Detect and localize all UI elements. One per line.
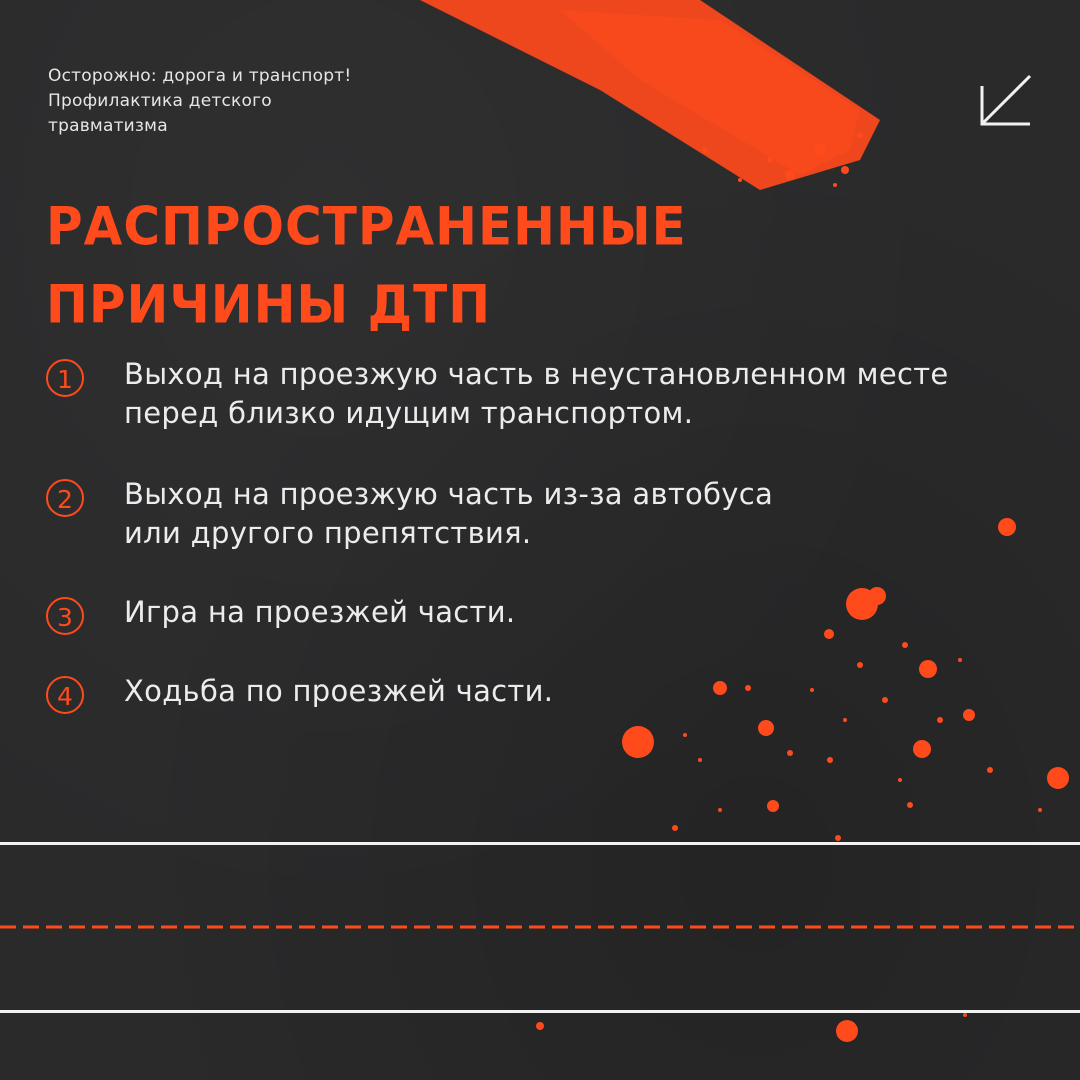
cause-text [124, 593, 515, 632]
subtitle-line: Профилактика детского [48, 91, 272, 111]
road-markings [0, 842, 1080, 1013]
cause-number-badge: 4 [46, 676, 84, 714]
cause-item [46, 672, 553, 714]
cause-text-line: Игра на проезжей части. [124, 595, 516, 629]
arrow-down-left-icon [976, 72, 1034, 130]
cause-number-badge: 2 [46, 479, 84, 517]
cause-item [46, 475, 773, 553]
cause-number-badge: 1 [46, 359, 84, 397]
subtitle-line: травматизма [48, 116, 168, 136]
paint-splatter [536, 518, 1069, 1042]
cause-number-badge: 3 [46, 597, 84, 635]
header-subtitle [48, 64, 468, 139]
headline-line: ПРИЧИНЫ ДТП [46, 274, 492, 335]
cause-text [124, 475, 773, 553]
cause-text-line: или другого препятствия. [124, 516, 532, 550]
cause-text-line: Выход на проезжую часть из-за автобуса [124, 477, 774, 511]
cause-item [46, 593, 515, 635]
headline-line: РАСПРОСТРАНЕННЫЕ [46, 196, 687, 258]
headline [46, 188, 687, 343]
subtitle-line: Осторожно: дорога и транспорт! [48, 66, 352, 86]
brush-stroke [420, 0, 880, 190]
cause-text-line: перед близко идущим транспортом. [124, 396, 694, 430]
cause-item [46, 355, 949, 433]
cause-text [124, 355, 949, 433]
cause-text-line: Выход на проезжую часть в неустановленном месте [124, 357, 949, 391]
cause-text-line: Ходьба по проезжей части. [124, 674, 554, 708]
cause-text [124, 672, 553, 711]
